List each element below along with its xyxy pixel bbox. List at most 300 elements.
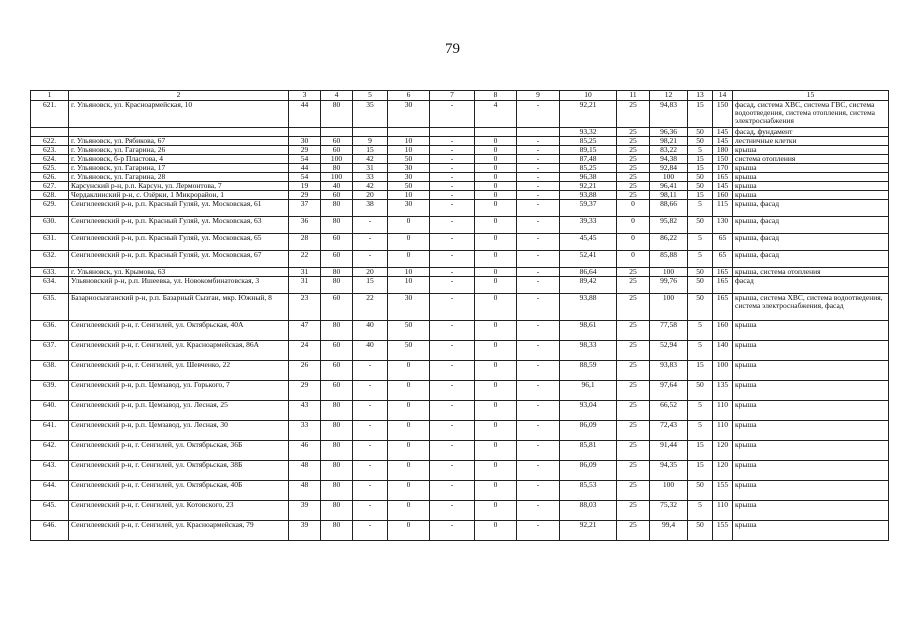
value-cell: - <box>353 521 388 541</box>
value-cell: 85,81 <box>560 441 617 461</box>
value-cell: - <box>517 268 560 277</box>
value-cell: 120 <box>713 461 733 481</box>
table-row <box>31 182 889 191</box>
value-cell: 5 <box>688 200 713 217</box>
value-cell: 110 <box>713 501 733 521</box>
address-cell: Чердаклинский р-н, с. Озёрки, 1 Микрорайон, 1 <box>69 191 289 200</box>
value-cell: 0 <box>475 164 517 173</box>
value-cell: 40 <box>353 321 388 341</box>
work-type-cell: крыша, фасад <box>733 217 889 234</box>
work-type-cell: крыша <box>733 182 889 191</box>
value-cell: - <box>517 164 560 173</box>
value-cell: 77,58 <box>650 321 688 341</box>
row-number-cell: 624. <box>31 155 69 164</box>
value-cell: 92,21 <box>560 182 617 191</box>
value-cell: 54 <box>289 173 321 182</box>
value-cell: 20 <box>353 268 388 277</box>
work-type-cell: крыша, система ХВС, система водоотведения, система электроснабжения, фасад <box>733 294 889 321</box>
value-cell: 45,45 <box>560 234 617 251</box>
value-cell: 25 <box>617 137 650 146</box>
value-cell <box>475 128 517 137</box>
table-row <box>31 101 889 128</box>
value-cell: - <box>430 361 475 381</box>
value-cell: 31 <box>353 164 388 173</box>
value-cell: 150 <box>713 155 733 164</box>
address-cell: Сенгилеевский р-н, г. Сенгилей, ул. Октябрьская, 36Б <box>69 441 289 461</box>
value-cell: 46 <box>289 441 321 461</box>
work-type-cell: крыша <box>733 341 889 361</box>
value-cell: - <box>353 234 388 251</box>
value-cell: 5 <box>688 251 713 268</box>
value-cell: 88,66 <box>650 200 688 217</box>
value-cell: - <box>517 441 560 461</box>
value-cell: 100 <box>321 155 353 164</box>
value-cell <box>289 128 321 137</box>
value-cell: 0 <box>388 441 430 461</box>
value-cell: 0 <box>388 461 430 481</box>
value-cell: 0 <box>388 234 430 251</box>
value-cell: 42 <box>353 182 388 191</box>
value-cell: - <box>517 521 560 541</box>
value-cell: - <box>430 341 475 361</box>
value-cell: 5 <box>688 321 713 341</box>
value-cell: 80 <box>321 321 353 341</box>
value-cell: 80 <box>321 101 353 128</box>
row-number-cell: 642. <box>31 441 69 461</box>
table-row <box>31 421 889 441</box>
value-cell: - <box>517 341 560 361</box>
value-cell: 5 <box>688 401 713 421</box>
value-cell: 50 <box>688 481 713 501</box>
address-cell: г. Ульяновск, ул. Гагарина, 28 <box>69 173 289 182</box>
value-cell: 50 <box>688 268 713 277</box>
value-cell: 85,25 <box>560 164 617 173</box>
value-cell: 150 <box>713 101 733 128</box>
value-cell: 85,25 <box>560 137 617 146</box>
row-number-cell: 638. <box>31 361 69 381</box>
value-cell: 29 <box>289 191 321 200</box>
value-cell: 0 <box>475 173 517 182</box>
value-cell: 25 <box>617 381 650 401</box>
value-cell: - <box>517 173 560 182</box>
address-cell: г. Ульяновск, ул. Рябикова, 67 <box>69 137 289 146</box>
value-cell: 155 <box>713 481 733 501</box>
address-cell: Базарносызганский р-н, р.п. Базарный Сызган, мкр. Южный, 8 <box>69 294 289 321</box>
value-cell: 135 <box>713 381 733 401</box>
value-cell: - <box>430 268 475 277</box>
value-cell: 10 <box>388 191 430 200</box>
value-cell: 91,44 <box>650 441 688 461</box>
value-cell: - <box>517 421 560 441</box>
value-cell: - <box>430 461 475 481</box>
value-cell: 88,59 <box>560 361 617 381</box>
value-cell: 0 <box>617 217 650 234</box>
value-cell: - <box>430 321 475 341</box>
value-cell: 0 <box>617 200 650 217</box>
value-cell: 0 <box>475 501 517 521</box>
value-cell: 25 <box>617 341 650 361</box>
value-cell: 10 <box>388 146 430 155</box>
value-cell: 39 <box>289 501 321 521</box>
value-cell: 50 <box>388 182 430 191</box>
work-type-cell: крыша, фасад <box>733 200 889 217</box>
value-cell: 15 <box>688 361 713 381</box>
value-cell: 96,38 <box>560 173 617 182</box>
column-header: 14 <box>713 91 733 101</box>
value-cell: 25 <box>617 173 650 182</box>
column-header: 6 <box>388 91 430 101</box>
table-row <box>31 361 889 381</box>
row-number-cell <box>31 128 69 137</box>
value-cell: 0 <box>388 401 430 421</box>
value-cell: 15 <box>688 441 713 461</box>
value-cell: 25 <box>617 421 650 441</box>
value-cell: 25 <box>617 155 650 164</box>
value-cell: 42 <box>353 155 388 164</box>
value-cell: - <box>430 521 475 541</box>
value-cell: 120 <box>713 441 733 461</box>
row-number-cell: 631. <box>31 234 69 251</box>
value-cell: 50 <box>688 128 713 137</box>
work-type-cell: крыша, фасад <box>733 234 889 251</box>
value-cell: 29 <box>289 146 321 155</box>
value-cell: 25 <box>617 101 650 128</box>
value-cell: - <box>517 501 560 521</box>
table-row <box>31 128 889 137</box>
value-cell: 48 <box>289 461 321 481</box>
work-type-cell: крыша <box>733 321 889 341</box>
value-cell: 0 <box>388 361 430 381</box>
value-cell: 15 <box>688 191 713 200</box>
value-cell: 93,04 <box>560 401 617 421</box>
table-row <box>31 481 889 501</box>
row-number-cell: 628. <box>31 191 69 200</box>
value-cell: 15 <box>353 277 388 294</box>
address-cell: Сенгилеевский р-н, г. Сенгилей, ул. Октябрьская, 38Б <box>69 461 289 481</box>
value-cell: - <box>430 501 475 521</box>
table-row <box>31 155 889 164</box>
row-number-cell: 644. <box>31 481 69 501</box>
value-cell: 80 <box>321 401 353 421</box>
value-cell: - <box>430 200 475 217</box>
table-row <box>31 521 889 541</box>
work-type-cell: фасад, система ХВС, система ГВС, система водоотведения, система отопления, система электроснабжения <box>733 101 889 128</box>
value-cell: 165 <box>713 294 733 321</box>
row-number-cell: 626. <box>31 173 69 182</box>
value-cell: - <box>517 146 560 155</box>
address-cell: Сенгилеевский р-н, р.п. Красный Гуляй, ул. Московская, 65 <box>69 234 289 251</box>
row-number-cell: 623. <box>31 146 69 155</box>
table-row <box>31 321 889 341</box>
column-header: 4 <box>321 91 353 101</box>
value-cell: 96,36 <box>650 128 688 137</box>
value-cell: 54 <box>289 155 321 164</box>
value-cell: 44 <box>289 101 321 128</box>
value-cell: - <box>430 481 475 501</box>
address-cell: Сенгилеевский р-н, р.п. Красный Гуляй, ул. Московская, 67 <box>69 251 289 268</box>
value-cell: 65 <box>713 234 733 251</box>
address-cell: Сенгилеевский р-н, г. Сенгилей, ул. Октябрьская, 40Б <box>69 481 289 501</box>
value-cell: 0 <box>475 137 517 146</box>
value-cell: 86,09 <box>560 461 617 481</box>
value-cell: 50 <box>388 155 430 164</box>
value-cell: - <box>430 421 475 441</box>
work-type-cell: крыша <box>733 361 889 381</box>
value-cell: - <box>430 137 475 146</box>
value-cell: 25 <box>617 182 650 191</box>
value-cell: - <box>430 155 475 164</box>
value-cell: 85,53 <box>560 481 617 501</box>
address-cell: Сенгилеевский р-н, р.п. Цемзавод, ул. Горького, 7 <box>69 381 289 401</box>
value-cell: 99,76 <box>650 277 688 294</box>
value-cell: 86,22 <box>650 234 688 251</box>
value-cell: 80 <box>321 217 353 234</box>
value-cell: - <box>517 101 560 128</box>
row-number-cell: 633. <box>31 268 69 277</box>
value-cell: - <box>517 321 560 341</box>
value-cell: 60 <box>321 137 353 146</box>
value-cell: 75,32 <box>650 501 688 521</box>
column-header: 5 <box>353 91 388 101</box>
value-cell: 80 <box>321 268 353 277</box>
value-cell: 25 <box>617 481 650 501</box>
value-cell: 96,1 <box>560 381 617 401</box>
value-cell: 0 <box>475 401 517 421</box>
address-cell: Сенгилеевский р-н, р.п. Цемзавод, ул. Лесная, 30 <box>69 421 289 441</box>
row-number-cell: 637. <box>31 341 69 361</box>
value-cell: 0 <box>475 441 517 461</box>
work-type-cell: крыша <box>733 501 889 521</box>
value-cell: 89,42 <box>560 277 617 294</box>
value-cell: 66,52 <box>650 401 688 421</box>
value-cell: 93,83 <box>650 361 688 381</box>
work-type-cell: крыша <box>733 381 889 401</box>
value-cell: 92,21 <box>560 521 617 541</box>
column-header: 11 <box>617 91 650 101</box>
value-cell: 0 <box>475 268 517 277</box>
value-cell: 40 <box>353 341 388 361</box>
column-header: 8 <box>475 91 517 101</box>
value-cell: 96,41 <box>650 182 688 191</box>
value-cell: 50 <box>388 321 430 341</box>
work-type-cell: крыша <box>733 191 889 200</box>
address-cell <box>69 128 289 137</box>
value-cell <box>517 128 560 137</box>
register-table <box>30 90 889 541</box>
value-cell: 15 <box>353 146 388 155</box>
value-cell: 60 <box>321 341 353 361</box>
value-cell: 0 <box>475 321 517 341</box>
value-cell: 165 <box>713 173 733 182</box>
value-cell: 30 <box>388 200 430 217</box>
value-cell: 100 <box>713 361 733 381</box>
value-cell: - <box>430 294 475 321</box>
work-type-cell: крыша, система отопления <box>733 268 889 277</box>
column-header: 3 <box>289 91 321 101</box>
table-row <box>31 146 889 155</box>
value-cell: - <box>353 441 388 461</box>
value-cell: 9 <box>353 137 388 146</box>
value-cell: 15 <box>688 164 713 173</box>
row-number-cell: 643. <box>31 461 69 481</box>
value-cell: - <box>430 101 475 128</box>
value-cell: 145 <box>713 128 733 137</box>
value-cell: 50 <box>688 137 713 146</box>
row-number-cell: 640. <box>31 401 69 421</box>
value-cell: 97,64 <box>650 381 688 401</box>
column-header: 10 <box>560 91 617 101</box>
row-number-cell: 635. <box>31 294 69 321</box>
value-cell <box>321 128 353 137</box>
value-cell: 33 <box>289 421 321 441</box>
row-number-cell: 636. <box>31 321 69 341</box>
table-row <box>31 401 889 421</box>
value-cell: 98,21 <box>650 137 688 146</box>
value-cell: 100 <box>650 294 688 321</box>
value-cell: 15 <box>688 101 713 128</box>
value-cell: 0 <box>475 381 517 401</box>
value-cell: 25 <box>617 321 650 341</box>
value-cell: 60 <box>321 191 353 200</box>
value-cell: 60 <box>321 146 353 155</box>
value-cell: 0 <box>475 277 517 294</box>
value-cell: - <box>430 164 475 173</box>
value-cell: 0 <box>388 501 430 521</box>
value-cell: - <box>353 217 388 234</box>
work-type-cell: система отопления <box>733 155 889 164</box>
value-cell: 98,11 <box>650 191 688 200</box>
value-cell: 93,88 <box>560 294 617 321</box>
table-row <box>31 217 889 234</box>
work-type-cell: крыша <box>733 461 889 481</box>
address-cell: г. Ульяновск, ул. Красноармейская, 10 <box>69 101 289 128</box>
value-cell: 10 <box>388 268 430 277</box>
value-cell <box>430 128 475 137</box>
value-cell: 0 <box>475 191 517 200</box>
row-number-cell: 621. <box>31 101 69 128</box>
value-cell: 25 <box>617 164 650 173</box>
value-cell: - <box>517 361 560 381</box>
value-cell: 92,21 <box>560 101 617 128</box>
value-cell: 20 <box>353 191 388 200</box>
value-cell: 87,48 <box>560 155 617 164</box>
value-cell: 39 <box>289 521 321 541</box>
value-cell: 86,64 <box>560 268 617 277</box>
value-cell: 110 <box>713 401 733 421</box>
value-cell: 80 <box>321 421 353 441</box>
address-cell: г. Ульяновск, ул. Гагарина, 26 <box>69 146 289 155</box>
table-row <box>31 381 889 401</box>
value-cell <box>353 128 388 137</box>
value-cell: 50 <box>688 182 713 191</box>
value-cell: 0 <box>475 341 517 361</box>
value-cell: - <box>430 173 475 182</box>
value-cell: 0 <box>475 421 517 441</box>
value-cell: 47 <box>289 321 321 341</box>
address-cell: Сенгилеевский р-н, р.п. Красный Гуляй, ул. Московская, 61 <box>69 200 289 217</box>
value-cell: 80 <box>321 521 353 541</box>
work-type-cell: крыша <box>733 521 889 541</box>
value-cell: 29 <box>289 381 321 401</box>
value-cell: 0 <box>475 146 517 155</box>
value-cell: 25 <box>617 277 650 294</box>
value-cell: 25 <box>617 191 650 200</box>
work-type-cell: крыша <box>733 421 889 441</box>
row-number-cell: 632. <box>31 251 69 268</box>
value-cell: - <box>517 251 560 268</box>
column-header: 12 <box>650 91 688 101</box>
value-cell: 0 <box>617 234 650 251</box>
address-cell: Сенгилеевский р-н, г. Сенгилей, ул. Котовского, 23 <box>69 501 289 521</box>
row-number-cell: 646. <box>31 521 69 541</box>
row-number-cell: 629. <box>31 200 69 217</box>
value-cell: - <box>353 461 388 481</box>
value-cell: 180 <box>713 146 733 155</box>
value-cell: 35 <box>353 101 388 128</box>
value-cell: - <box>517 217 560 234</box>
value-cell: 5 <box>688 501 713 521</box>
row-number-cell: 645. <box>31 501 69 521</box>
value-cell: 0 <box>475 481 517 501</box>
table-row <box>31 251 889 268</box>
work-type-cell: фасад, фундамент <box>733 128 889 137</box>
table-row <box>31 277 889 294</box>
row-number-cell: 622. <box>31 137 69 146</box>
value-cell: 30 <box>388 164 430 173</box>
value-cell: 0 <box>475 155 517 164</box>
value-cell: 94,38 <box>650 155 688 164</box>
value-cell: 0 <box>388 381 430 401</box>
table-row <box>31 441 889 461</box>
value-cell: 80 <box>321 164 353 173</box>
value-cell: 0 <box>617 251 650 268</box>
value-cell: 110 <box>713 421 733 441</box>
work-type-cell: крыша <box>733 481 889 501</box>
address-cell: Сенгилеевский р-н, г. Сенгилей, ул. Октябрьская, 40А <box>69 321 289 341</box>
column-header: 9 <box>517 91 560 101</box>
value-cell: 60 <box>321 361 353 381</box>
value-cell: 40 <box>321 182 353 191</box>
table-row <box>31 137 889 146</box>
address-cell: Ульяновский р-н, р.п. Ишеевка, ул. Новокомбинатовская, 3 <box>69 277 289 294</box>
value-cell: 140 <box>713 341 733 361</box>
value-cell: 80 <box>321 501 353 521</box>
value-cell: - <box>353 501 388 521</box>
value-cell: - <box>517 401 560 421</box>
address-cell: Сенгилеевский р-н, г. Сенгилей, ул. Красноармейская, 86А <box>69 341 289 361</box>
address-cell: Сенгилеевский р-н, р.п. Цемзавод, ул. Лесная, 25 <box>69 401 289 421</box>
value-cell: 165 <box>713 268 733 277</box>
address-cell: Сенгилеевский р-н, р.п. Красный Гуляй, ул. Московская, 63 <box>69 217 289 234</box>
table-row <box>31 294 889 321</box>
row-number-cell: 634. <box>31 277 69 294</box>
value-cell: 93,32 <box>560 128 617 137</box>
row-number-cell: 630. <box>31 217 69 234</box>
value-cell: - <box>517 200 560 217</box>
value-cell: 98,33 <box>560 341 617 361</box>
value-cell: 52,94 <box>650 341 688 361</box>
value-cell: 80 <box>321 481 353 501</box>
value-cell: 5 <box>688 421 713 441</box>
value-cell: 10 <box>388 277 430 294</box>
value-cell: - <box>517 381 560 401</box>
value-cell: 5 <box>688 146 713 155</box>
value-cell: 52,41 <box>560 251 617 268</box>
work-type-cell: лестничные клетки <box>733 137 889 146</box>
value-cell: 0 <box>475 361 517 381</box>
value-cell: 155 <box>713 521 733 541</box>
table-row <box>31 164 889 173</box>
